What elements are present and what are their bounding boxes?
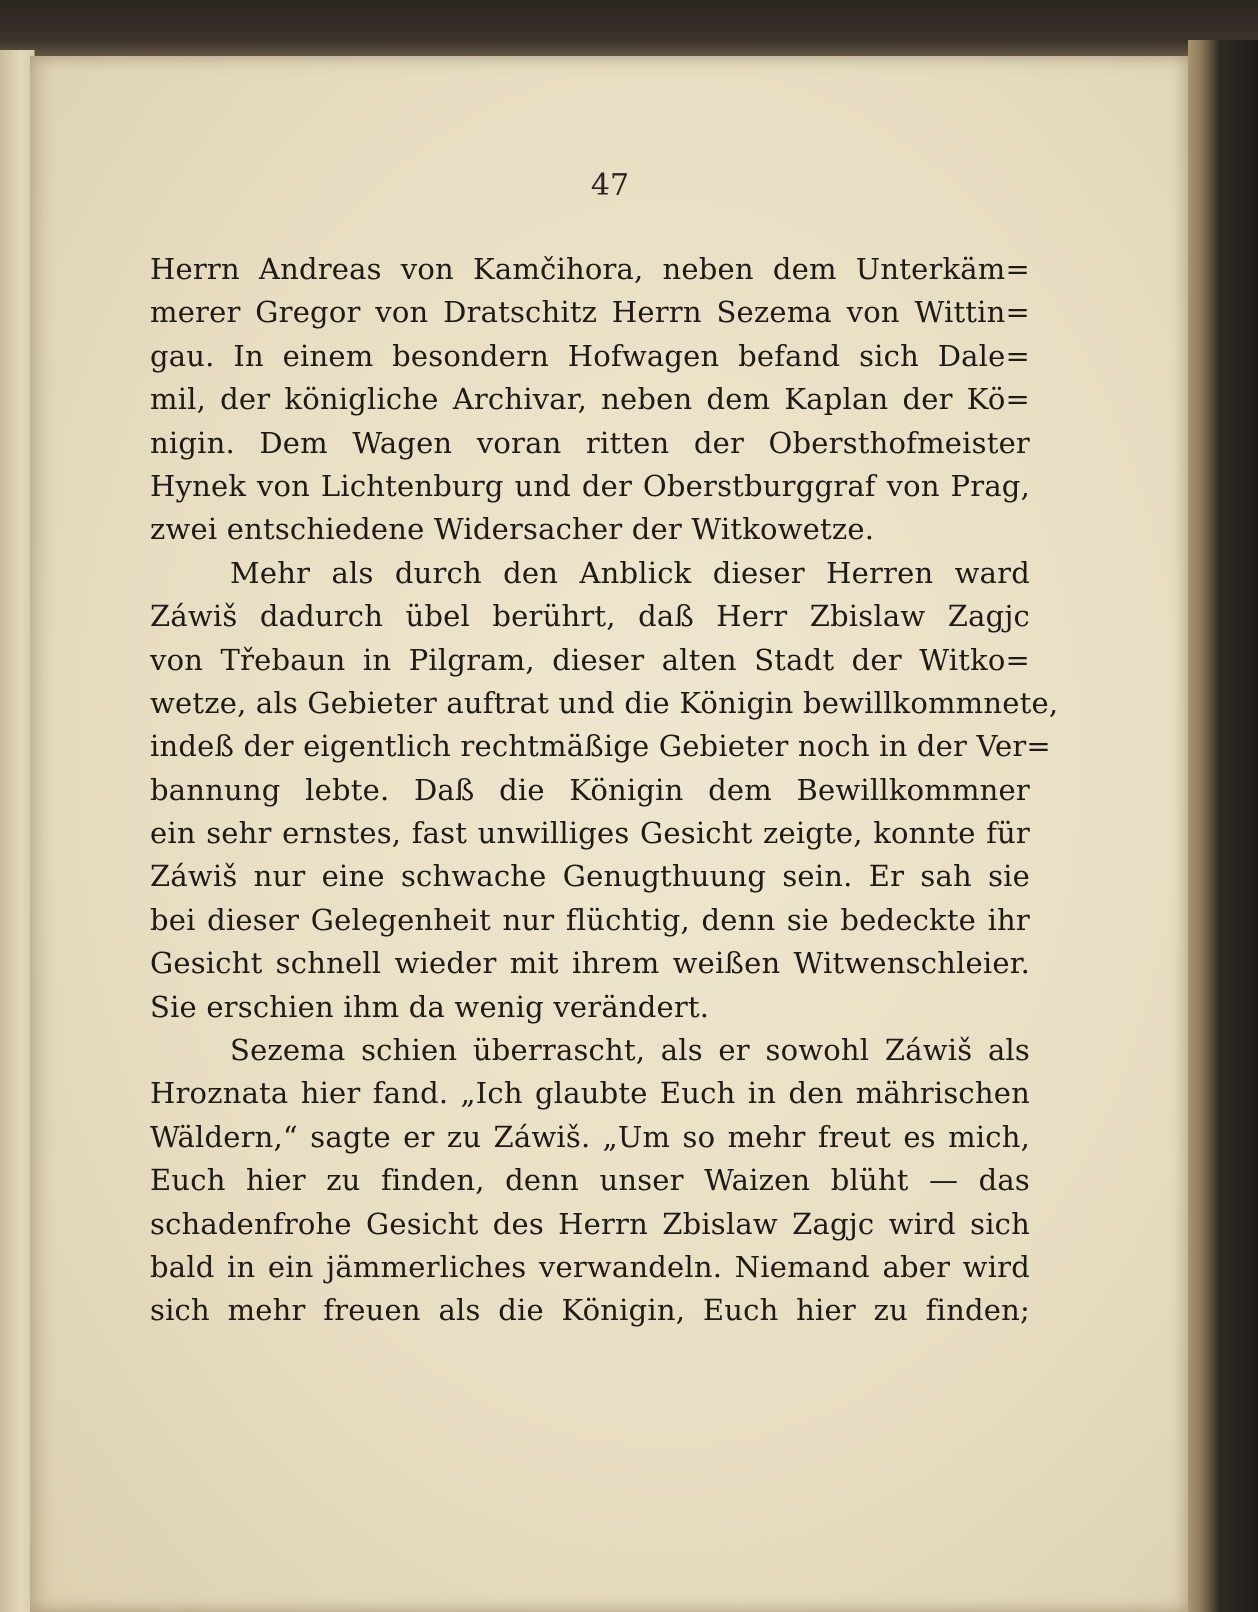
text-line: bannung lebte. Daß die Königin dem Bewillkommner — [150, 772, 1030, 807]
text-line: bei dieser Gelegenheit nur flüchtig, denn sie bedeckte ihr — [150, 902, 1030, 937]
text-line: schadenfrohe Gesicht des Herrn Zbislaw Zagjc wird sich — [150, 1206, 1030, 1241]
body-text — [150, 248, 1059, 1333]
text-line: indeß der eigentlich rechtmäßige Gebieter noch in der Ver= — [150, 729, 1051, 764]
book-spine-top — [0, 0, 1258, 58]
text-line: zwei entschiedene Widersacher der Witkowetze. — [150, 512, 875, 547]
text-line: nigin. Dem Wagen voran ritten der Obersthofmeister — [150, 425, 1030, 460]
text-line: Sezema schien überrascht, als er sowohl Záwiš als — [230, 1033, 1030, 1068]
page-stack-edge — [1188, 40, 1258, 1612]
text-line: von Třebaun in Pilgram, dieser alten Stadt der Witko= — [150, 642, 1030, 677]
text-line: wetze, als Gebieter auftrat und die Königin bewillkommnete, — [150, 685, 1059, 720]
text-line: Záwiš dadurch übel berührt, daß Herr Zbislaw Zagjc — [150, 599, 1030, 634]
text-line: sich mehr freuen als die Königin, Euch hier zu finden; — [150, 1293, 1030, 1328]
text-line: Hynek von Lichtenburg und der Oberstburggraf von Prag, — [150, 468, 1030, 503]
text-line: Záwiš nur eine schwache Genugthuung sein. Er sah sie — [150, 859, 1030, 894]
text-line: ein sehr ernstes, fast unwilliges Gesicht zeigte, konnte für — [150, 816, 1030, 851]
text-line: Gesicht schnell wieder mit ihrem weißen Witwenschleier. — [150, 946, 1030, 981]
page-number: 47 — [590, 168, 630, 203]
text-line: Hroznata hier fand. „Ich glaubte Euch in den mährischen — [150, 1076, 1030, 1111]
text-line: merer Gregor von Dratschitz Herrn Sezema von Wittin= — [150, 295, 1030, 330]
text-line: Sie erschien ihm da wenig verändert. — [150, 989, 710, 1024]
text-line: mil, der königliche Archivar, neben dem Kaplan der Kö= — [150, 382, 1030, 417]
text-line: Euch hier zu finden, denn unser Waizen blüht — das — [150, 1163, 1030, 1198]
text-line: gau. In einem besondern Hofwagen befand sich Dale= — [150, 338, 1030, 373]
text-line: bald in ein jämmerliches verwandeln. Niemand aber wird — [150, 1249, 1030, 1284]
text-line: Herrn Andreas von Kamčihora, neben dem Unterkäm= — [150, 252, 1030, 286]
text-line: Mehr als durch den Anblick dieser Herren ward — [230, 555, 1030, 590]
text-line: Wäldern,“ sagte er zu Záwiš. „Um so mehr freut es mich, — [150, 1119, 1030, 1154]
